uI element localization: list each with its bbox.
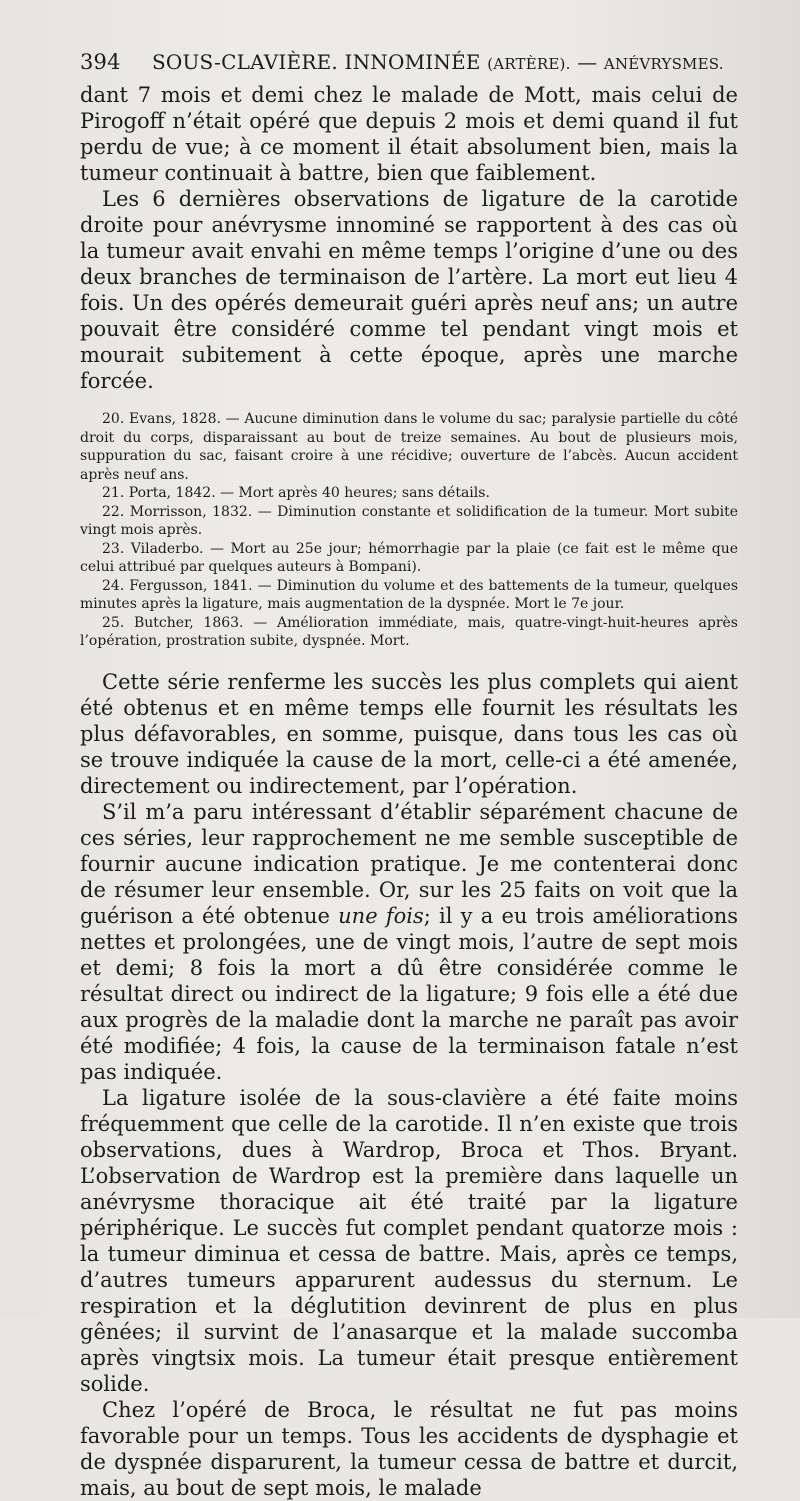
observation-item: 22. Morrisson, 1832. — Diminution constante et solidification de la tumeur. Mort subite vingt mois après. [80, 503, 738, 538]
paragraph-subclavian-ligature: La ligature isolée de la sous-clavière a été faite moins fréquemment que celle de la carotide. Il n’en existe que trois observations, dues à Wardrop, Broca et Thos. Bryant. L’observation de Wardrop est la première dans laquelle un anévrysme thoracique ait été traité par la ligature périphérique. Le succès fut complet pendant quatorze mois : la tumeur diminua et cessa de battre. Mais, après ce temps, d’autres tumeurs apparurent audessus du sternum. Le respiration et la déglutition devinrent de plus en plus gênées; il survint de l’anasarque et la malade succomba après vingtsix mois. La tumeur était presque entièrement solide. [80, 1085, 738, 1396]
running-title-paren: (ARTÈRE). [487, 55, 571, 73]
running-title-subtitle: ANÉVRYSMES. [603, 55, 724, 73]
paragraph-series-summary: Cette série renferme les succès les plus complets qui aient été obtenus et en même temps elle fournit les résultats les plus défavorables, en somme, puisque, dans tous les cas où se trouve indiquée la cause de la mort, celle-ci a été amenée, directement ou indirectement, par l’opération. [80, 669, 738, 798]
results-text-start: S’il m’a paru intéressant d’établir séparément chacune de ces séries, leur rapprochement ne me semble susceptible de fournir aucune indication pratique. Je me contenterai donc de résumer leur ensemble. Or, sur les 25 faits on voit que la guérison a été obtenue [80, 799, 738, 928]
running-header [80, 50, 738, 74]
main-text [80, 82, 738, 1501]
paragraph-carotid-observations: Les 6 dernières observations de ligature de la carotide droite pour anévrysme innominé se rapportent à des cas où la tumeur avait envahi en même temps l’origine d’une ou des deux branches de terminaison de l’artère. La mort eut lieu 4 fois. Un des opérés demeurait guéri après neuf ans; un autre pouvait être considéré comme tel pendant vingt mois et mourait subitement à cette époque, après une marche forcée. [80, 187, 738, 393]
observation-item: 21. Porta, 1842. — Mort après 40 heures; sans détails. [102, 485, 490, 501]
running-title-main: SOUS-CLAVIÈRE. INNOMINÉE [152, 50, 481, 74]
observation-list [80, 410, 738, 651]
running-title-separator: — [577, 50, 598, 74]
observation-item: 25. Butcher, 1863. — Amélioration immédiate, mais, quatre-vingt-huit-heures après l’opération, prostration subite, dyspnée. Mort. [80, 614, 738, 649]
paragraph-overall-results [80, 799, 738, 1085]
observation-item: 20. Evans, 1828. — Aucune diminution dans le volume du sac; paralysie partielle du côté droit du corps, disparaissant au bout de treize semaines. Au bout de plusieurs mois, suppuration du sac, faisant croire à une récidive; ouverture de l’abcès. Aucun accident après neuf ans. [80, 411, 738, 483]
results-text-end: ; il y a eu trois améliorations nettes et prolongées, une de vingt mois, l’autre de sept mois et demi; 8 fois la mort a dû être considérée comme le résultat direct ou indirect de la ligature; 9 fois elle a été due aux progrès de la maladie dont la marche ne paraît pas avoir été modifiée; 4 fois, la cause de la terminaison fatale n’est pas indiquée. [80, 903, 739, 1084]
observation-item: 23. Viladerbo. — Mort au 25e jour; hémorrhagie par la plaie (ce fait est le même que celui attribué par quelques auteurs à Bompani). [80, 540, 738, 575]
paragraph-broca-case: Chez l’opéré de Broca, le résultat ne fut pas moins favorable pour un temps. Tous les accidents de dysphagie et de dyspnée disparurent, la tumeur cessa de battre et durcit, mais, au bout de sept mois, le malade [80, 1397, 738, 1500]
page-number: 394 [80, 50, 121, 74]
observation-item: 24. Fergusson, 1841. — Diminution du volume et des battements de la tumeur, quelques minutes après la ligature, mais augmentation de la dyspnée. Mort le 7e jour. [80, 577, 738, 612]
paragraph-continuation: dant 7 mois et demi chez le malade de Mott, mais celui de Pirogoff n’était opéré que depuis 2 mois et demi quand il fut perdu de vue; à ce moment il était absolument bien, mais la tumeur continuait à battre, bien que faiblement. [80, 83, 738, 185]
results-emphasis: une fois [338, 903, 424, 928]
running-title [152, 50, 724, 74]
